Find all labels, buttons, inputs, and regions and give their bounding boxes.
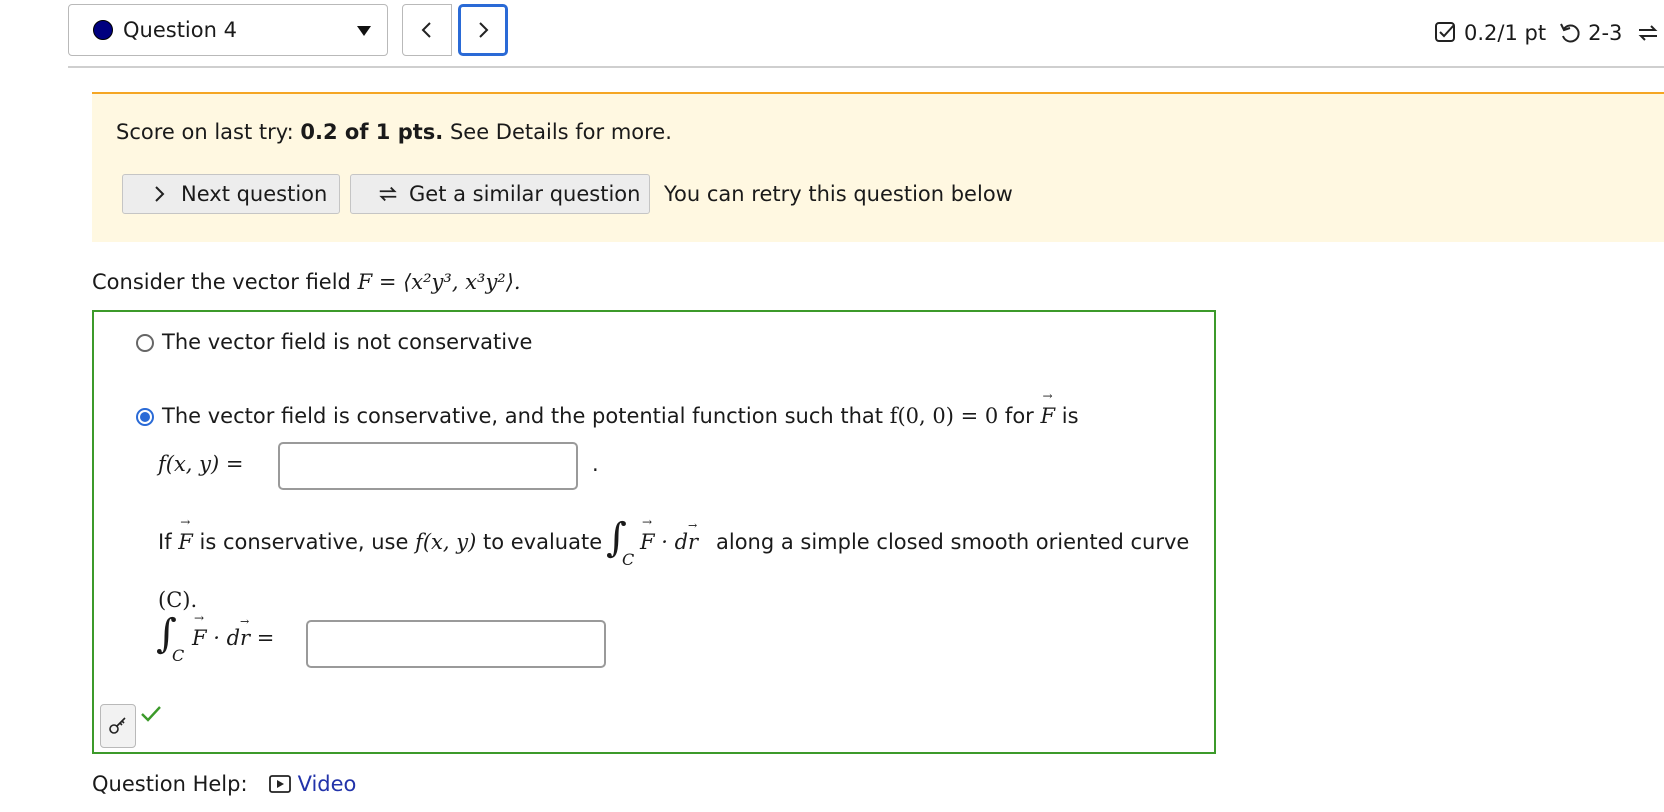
potential-function-input[interactable] [278, 442, 578, 490]
eval-prefix: If [158, 530, 179, 554]
correct-check-icon [140, 704, 162, 724]
option2-for: for [998, 404, 1041, 428]
similar-arrows-icon [377, 183, 399, 205]
integral-sign: ∫ [606, 515, 627, 561]
question-help [92, 772, 356, 796]
points-text: 0.2/1 pt [1464, 21, 1547, 45]
integral-subscript-c: C [622, 550, 635, 569]
option-not-conservative-label: The vector field is not conservative [162, 330, 533, 354]
next-question-nav-button[interactable] [458, 4, 508, 56]
answer-box [92, 310, 1216, 754]
last-score-line [116, 120, 672, 144]
fxy-label: f(x, y) = [158, 452, 244, 476]
radio-not-conservative[interactable] [136, 334, 154, 352]
help-label: Question Help: [92, 772, 248, 796]
similar-question-label: Get a similar question [409, 182, 641, 206]
score-prefix: Score on last try: [116, 120, 301, 144]
evaluate-text [158, 530, 602, 554]
next-question-button[interactable] [122, 174, 340, 214]
eval-mid2: to evaluate [476, 530, 603, 554]
status-dot-icon [93, 20, 113, 40]
video-link[interactable] [268, 772, 357, 796]
next-question-label: Next question [181, 182, 328, 206]
chevron-right-icon [149, 183, 171, 205]
field-math: F = ⟨x²y³, x³y²⟩. [357, 270, 521, 294]
line-integral-input[interactable] [306, 620, 606, 668]
score-suffix: See Details for more. [443, 120, 672, 144]
chevron-right-icon [475, 20, 491, 40]
input-period: . [592, 452, 599, 476]
attempts-text: 2-3 [1588, 21, 1623, 45]
retry-text: You can retry this question below [664, 182, 1013, 206]
eval-fxy: f(x, y) [415, 530, 477, 554]
initial-condition-math: f(0, 0) = 0 [889, 404, 999, 428]
radio-conservative[interactable] [136, 408, 154, 426]
similar-question-button[interactable] [350, 174, 650, 214]
retry-attempts-icon [1558, 21, 1582, 45]
score-status [1434, 16, 1660, 50]
previous-question-button[interactable] [402, 4, 452, 56]
key-icon [107, 715, 129, 737]
option2-text: The vector field is conservative, and the potential function such that [162, 404, 890, 428]
eval-mid1: is conservative, use [192, 530, 416, 554]
eval-suffix: along a simple closed smooth oriented curve [716, 530, 1190, 554]
top-divider [68, 66, 1664, 68]
video-play-icon [268, 773, 292, 795]
caret-down-icon [357, 26, 371, 36]
checkbox-score-icon [1434, 21, 1458, 45]
video-label: Video [297, 772, 357, 796]
score-banner [92, 92, 1664, 242]
vector-F: → F [1040, 404, 1055, 428]
integral-sign-2: ∫ [156, 611, 177, 657]
score-value: 0.2 of 1 pts. [300, 120, 444, 144]
option2-is: is [1055, 404, 1079, 428]
option-conservative-label [162, 404, 1079, 428]
question-prompt [92, 270, 521, 294]
preview-key-button[interactable] [100, 704, 136, 748]
curve-label: (C). [158, 588, 198, 612]
question-select-label: Question 4 [123, 18, 237, 42]
similar-arrows-icon [1636, 21, 1660, 45]
prompt-text: Consider the vector field [92, 270, 358, 294]
question-select[interactable] [68, 4, 388, 56]
integral-lhs: → F · d→ r = [192, 626, 274, 650]
vector-F: → F [178, 530, 193, 554]
integrand-math: → F · d→ r [640, 530, 698, 554]
chevron-left-icon [419, 20, 435, 40]
integral-subscript-c-2: C [172, 646, 185, 665]
